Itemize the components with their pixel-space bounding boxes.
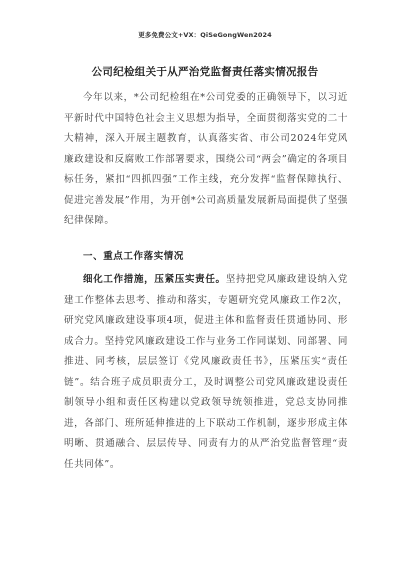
- document-title: 公司纪检组关于从严治党监督责任落实情况报告: [91, 66, 319, 78]
- header-note-contact: X：QiSeGongWen2024: [188, 31, 272, 39]
- section-lead-sentence: 细化工作措施，压紧压实责任。: [83, 274, 226, 285]
- section-paragraph-block: [64, 270, 348, 475]
- section-heading: 一、重点工作落实情况: [83, 251, 185, 262]
- header-note: [0, 30, 410, 39]
- section-paragraph: 坚持把党风廉政建设纳入党建工作整体去思考、推动和落实，专题研究党风廉政工作2次，研究党风廉政建设事项4项，促进主体和监督责任贯通协同、形成合力。坚持党风廉政建设工作与业务工作同谋划、同部署、同推进、同考核，层层签订《党风廉政责任书》，压紧压实“责任链”。结合班子成员职责分工，及时调整公司党风廉政建设责任制领导小组和责任区构建以党政领导统领推进，党总支协同推进，各部门、班所延伸推进的上下联动工作机制，逐步形成主体明晰、贯通融合、层层传导、同责有力的从严治党监督管理“责任共同体”。: [64, 274, 349, 470]
- header-note-text: 更多免费公文+V: [138, 31, 189, 39]
- intro-paragraph: 今年以来，*公司纪检组在*公司党委的正确领导下，以习近平新时代中国特色社会主义思想为指导，全面贯彻落实党的二十大精神，深入开展主题教育，认真落实省、市公司2024年党风廉政建设和反腐败工作部署要求，围绕公司“两会”确定的各项目标任务，紧扣“四抓四强”工作主线，充分发挥“监督保障执行、促进完善发展”作用，为开创*公司高质量发展新局面提供了坚强纪律保障。: [64, 92, 348, 226]
